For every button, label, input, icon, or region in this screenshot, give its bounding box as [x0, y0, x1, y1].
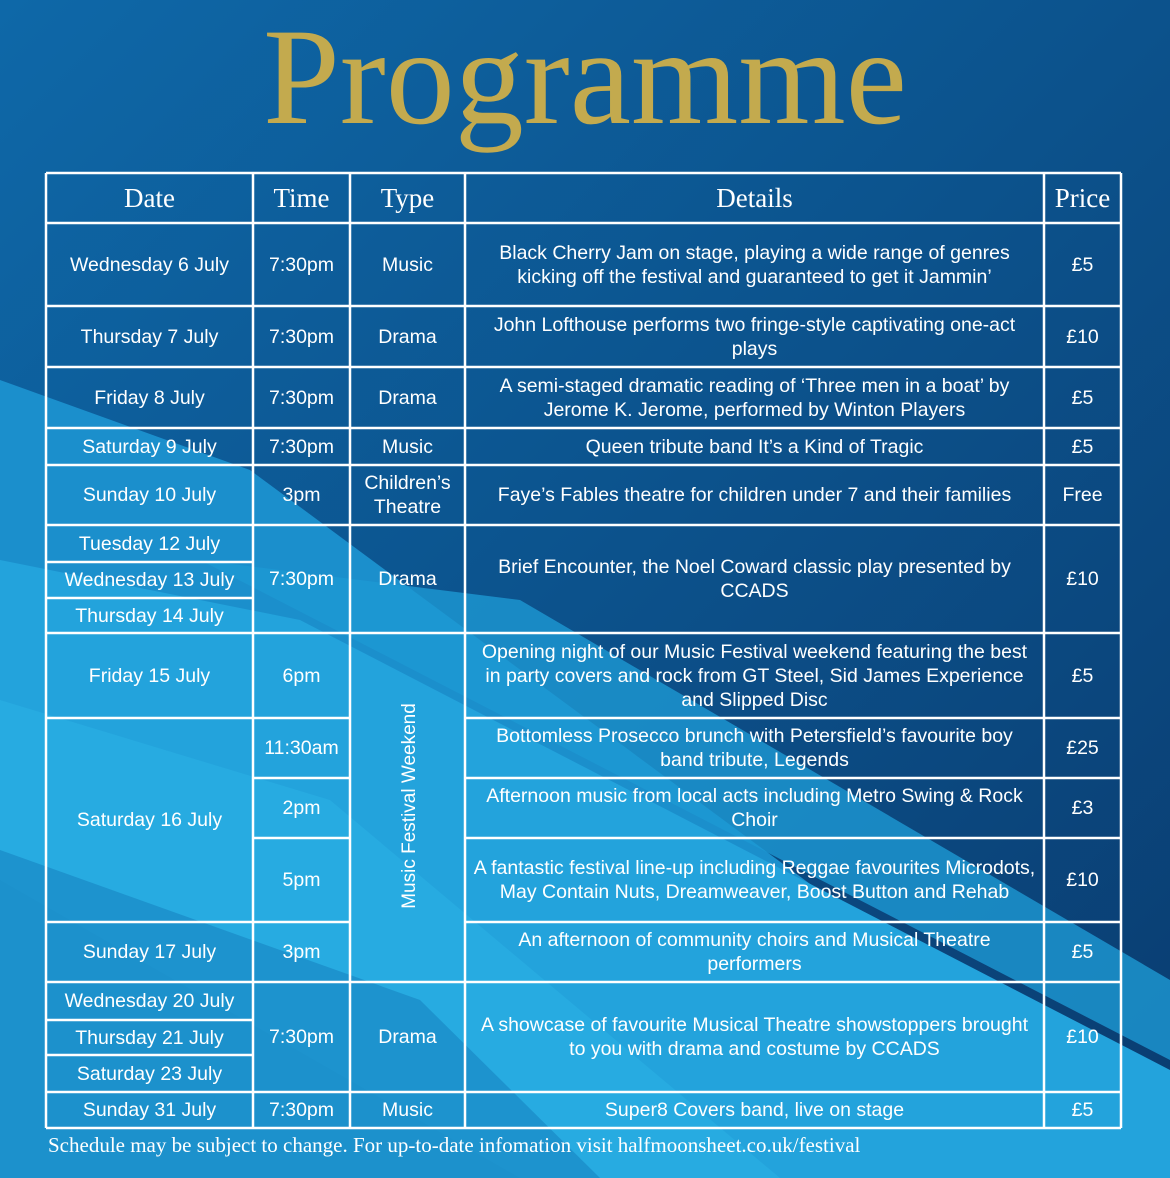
date-cell: Wednesday 13 July [64, 569, 235, 591]
details-cell: Super8 Covers band, live on stage [604, 1099, 905, 1121]
date-cell: Thursday 14 July [75, 604, 224, 627]
type-cell: Drama [378, 568, 437, 590]
price-cell: £10 [1066, 568, 1099, 590]
time-cell: 2pm [282, 797, 321, 819]
time-cell: 3pm [282, 941, 321, 963]
header-type: Type [380, 183, 435, 213]
price-cell: £10 [1066, 325, 1099, 348]
details-cell: Faye’s Fables theatre for children under 7 and their families [497, 484, 1012, 506]
header-date: Date [124, 183, 175, 213]
time-cell: 7:30pm [268, 568, 335, 590]
details-cell: Black Cherry Jam on stage, playing a wide range of genres kicking off the festival and guaranteed to get it Jammin’ [499, 241, 1010, 288]
time-cell: 7:30pm [268, 253, 335, 276]
date-cell: Thursday 7 July [80, 325, 219, 348]
price-cell: £3 [1071, 797, 1094, 819]
date-cell: Sunday 31 July [82, 1099, 217, 1121]
details-cell: A semi-staged dramatic reading of ‘Three men in a boat’ by Jerome K. Jerome, performed by Winton Players [499, 374, 1010, 421]
time-cell: 3pm [282, 484, 321, 506]
price-cell: £10 [1066, 1026, 1099, 1048]
type-cell: Music [382, 435, 433, 458]
time-cell: 7:30pm [268, 386, 335, 409]
date-cell: Saturday 23 July [76, 1062, 223, 1085]
price-cell: £5 [1071, 1099, 1094, 1121]
date-cell: Saturday 9 July [82, 435, 217, 458]
price-cell: £5 [1071, 435, 1094, 458]
price-cell: £5 [1071, 664, 1094, 687]
time-cell: 11:30am [264, 737, 339, 759]
header-time: Time [273, 183, 330, 213]
time-cell: 5pm [282, 869, 321, 891]
type-cell: Children’s Theatre [364, 472, 451, 518]
date-cell: Friday 8 July [94, 386, 205, 409]
type-cell: Drama [378, 1026, 437, 1048]
date-cell: Sunday 10 July [82, 484, 217, 506]
date-cell: Wednesday 20 July [64, 990, 235, 1012]
details-cell: Opening night of our Music Festival weekend featuring the best in party covers and rock from GT Steel, Sid James Experience and Slipped Disc [481, 640, 1028, 711]
price-cell: £5 [1071, 386, 1094, 409]
type-cell: Drama [378, 325, 437, 348]
date-cell: Saturday 16 July [76, 809, 223, 831]
details-cell: A showcase of favourite Musical Theatre showstoppers brought to you with drama and costume by CCADS [480, 1014, 1029, 1060]
price-cell: £25 [1066, 737, 1099, 759]
details-cell: An afternoon of community choirs and Musical Theatre performers [518, 929, 991, 975]
price-cell: £10 [1066, 869, 1099, 891]
date-cell: Sunday 17 July [82, 941, 217, 963]
date-cell: Tuesday 12 July [78, 532, 221, 555]
time-cell: 7:30pm [268, 1026, 335, 1048]
type-cell: Music [382, 253, 433, 276]
date-cell: Wednesday 6 July [70, 253, 229, 276]
time-cell: 7:30pm [268, 325, 335, 348]
price-cell: £5 [1071, 253, 1094, 276]
price-cell: Free [1062, 484, 1103, 506]
page-title: Programme [263, 0, 907, 153]
type-cell: Music [382, 1099, 433, 1121]
date-cell: Friday 15 July [88, 664, 211, 687]
details-cell: Afternoon music from local acts including Metro Swing & Rock Choir [486, 785, 1023, 831]
time-cell: 7:30pm [268, 1099, 335, 1121]
details-cell: Bottomless Prosecco brunch with Petersfield’s favourite boy band tribute, Legends [496, 725, 1013, 771]
date-cell: Thursday 21 July [75, 1026, 224, 1049]
details-cell: Queen tribute band It’s a Kind of Tragic [585, 435, 924, 458]
festival-weekend-label: Music Festival Weekend [399, 703, 420, 909]
time-cell: 6pm [282, 664, 321, 687]
details-cell: John Lofthouse performs two fringe-style captivating one-act plays [493, 313, 1016, 360]
footer-note: Schedule may be subject to change. For up-to-date infomation visit halfmoonsheet.co.uk/festival [48, 1133, 861, 1157]
header-price: Price [1054, 183, 1111, 213]
type-cell: Drama [378, 386, 437, 409]
details-cell: A fantastic festival line-up including Reggae favourites Microdots, May Contain Nuts, Dreamweaver, Boost Button and Rehab [473, 857, 1036, 903]
details-cell: Brief Encounter, the Noel Coward classic play presented by CCADS [498, 556, 1011, 602]
price-cell: £5 [1071, 941, 1094, 963]
time-cell: 7:30pm [268, 435, 335, 458]
header-details: Details [716, 183, 793, 213]
